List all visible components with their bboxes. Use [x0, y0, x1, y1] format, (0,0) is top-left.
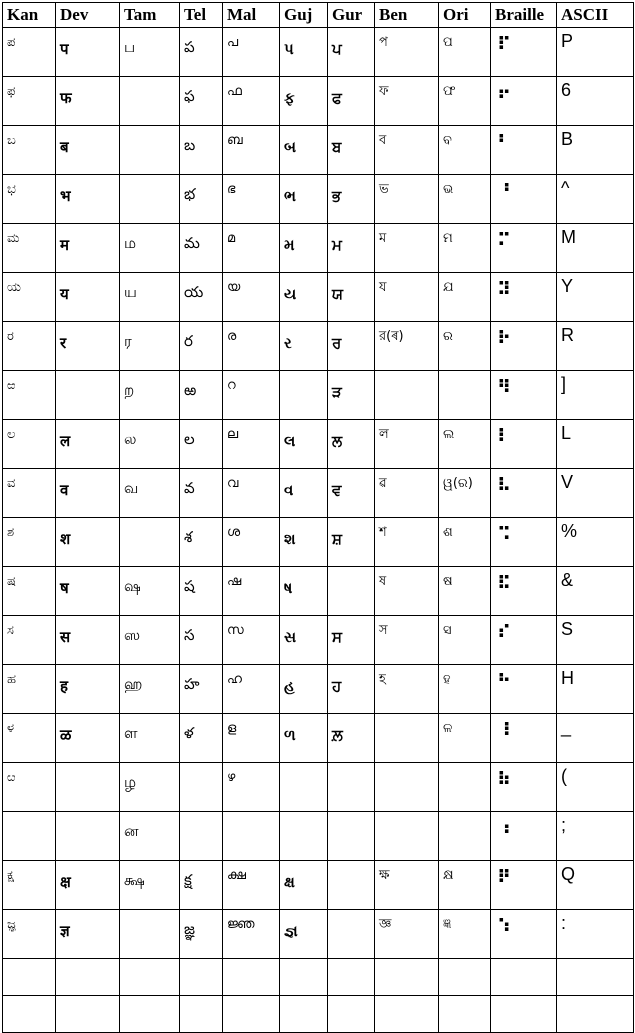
cell-kan: ಬ: [3, 126, 56, 175]
cell-ascii: _: [557, 714, 634, 763]
cell-kan: ಜ್ಞ: [3, 910, 56, 959]
cell-ascii: [557, 996, 634, 1033]
table-row: [3, 28, 634, 77]
cell-ascii: Y: [557, 273, 634, 322]
cell-kan: [3, 812, 56, 861]
table-row: [3, 959, 634, 996]
column-header-gur: Gur: [328, 3, 375, 28]
cell-ben: স: [375, 616, 439, 665]
cell-tel: ళ: [180, 714, 223, 763]
cell-mal: ല: [223, 420, 280, 469]
cell-ascii: L: [557, 420, 634, 469]
column-header-kan: Kan: [3, 3, 56, 28]
cell-ben: [375, 763, 439, 812]
cell-dev: ज्ञ: [56, 910, 120, 959]
cell-guj: ય: [280, 273, 328, 322]
table-row: [3, 126, 634, 175]
cell-ori: ଯ: [439, 273, 491, 322]
cell-guj: પ: [280, 28, 328, 77]
cell-ascii: B: [557, 126, 634, 175]
cell-tam: [120, 77, 180, 126]
cell-ben: [375, 812, 439, 861]
cell-tel: క్ష: [180, 861, 223, 910]
cell-tam: ஸ: [120, 616, 180, 665]
column-header-ascii: ASCII: [557, 3, 634, 28]
cell-ori: ପ: [439, 28, 491, 77]
cell-kan: ಹ: [3, 665, 56, 714]
cell-ori: ଷ: [439, 567, 491, 616]
column-header-tel: Tel: [180, 3, 223, 28]
column-header-mal: Mal: [223, 3, 280, 28]
cell-ben: [375, 996, 439, 1033]
cell-kan: ರ: [3, 322, 56, 371]
cell-mal: ജ്ഞ: [223, 910, 280, 959]
cell-guj: [280, 959, 328, 996]
cell-kan: ವ: [3, 469, 56, 518]
cell-kan: ಮ: [3, 224, 56, 273]
cell-tel: స: [180, 616, 223, 665]
cell-ascii: ]: [557, 371, 634, 420]
cell-tam: ன: [120, 812, 180, 861]
cell-mal: ഴ: [223, 763, 280, 812]
cell-gur: [328, 910, 375, 959]
cell-braille: ⠟: [491, 861, 557, 910]
column-header-tam: Tam: [120, 3, 180, 28]
cell-mal: ഭ: [223, 175, 280, 224]
cell-gur: ਫ: [328, 77, 375, 126]
cell-dev: भ: [56, 175, 120, 224]
cell-ori: ଳ: [439, 714, 491, 763]
cell-ori: [439, 959, 491, 996]
cell-guj: [280, 371, 328, 420]
cell-tam: ற: [120, 371, 180, 420]
cell-guj: ફ: [280, 77, 328, 126]
cell-guj: વ: [280, 469, 328, 518]
cell-kan: [3, 996, 56, 1033]
cell-tel: ప: [180, 28, 223, 77]
cell-ascii: P: [557, 28, 634, 77]
cell-tam: ள: [120, 714, 180, 763]
cell-mal: പ: [223, 28, 280, 77]
cell-gur: ਬ: [328, 126, 375, 175]
cell-kan: ಕ್ಷ: [3, 861, 56, 910]
cell-braille: ⠍: [491, 224, 557, 273]
cell-tel: ల: [180, 420, 223, 469]
cell-braille: ⠱: [491, 910, 557, 959]
cell-dev: ल: [56, 420, 120, 469]
cell-ori: ଭ: [439, 175, 491, 224]
cell-ascii: 6: [557, 77, 634, 126]
table-row: [3, 420, 634, 469]
table-row: [3, 567, 634, 616]
cell-kan: ಯ: [3, 273, 56, 322]
cell-guj: મ: [280, 224, 328, 273]
cell-ben: [375, 959, 439, 996]
cell-guj: [280, 996, 328, 1033]
cell-gur: ੜ: [328, 371, 375, 420]
cell-braille: ⠰: [491, 812, 557, 861]
table-row: [3, 322, 634, 371]
cell-mal: മ: [223, 224, 280, 273]
cell-tel: ఫ: [180, 77, 223, 126]
cell-braille: ⠧: [491, 469, 557, 518]
table-row: [3, 224, 634, 273]
cell-dev: [56, 959, 120, 996]
cell-ascii: H: [557, 665, 634, 714]
cell-ori: ଫ: [439, 77, 491, 126]
cell-ben: ফ: [375, 77, 439, 126]
cell-gur: ਯ: [328, 273, 375, 322]
cell-mal: ര: [223, 322, 280, 371]
cell-ori: [439, 763, 491, 812]
cell-gur: [328, 567, 375, 616]
cell-kan: ೞ: [3, 763, 56, 812]
table-row: [3, 996, 634, 1033]
cell-tel: వ: [180, 469, 223, 518]
cell-ascii: Q: [557, 861, 634, 910]
cell-gur: [328, 763, 375, 812]
cell-ori: ର: [439, 322, 491, 371]
table-row: [3, 861, 634, 910]
cell-dev: प: [56, 28, 120, 77]
cell-ben: ব: [375, 126, 439, 175]
cell-braille: ⠯: [491, 567, 557, 616]
cell-gur: ਲ਼: [328, 714, 375, 763]
cell-mal: [223, 996, 280, 1033]
cell-ben: জ্ঞ: [375, 910, 439, 959]
cell-ascii: M: [557, 224, 634, 273]
cell-ben: ৱ: [375, 469, 439, 518]
cell-tel: జ్ఞ: [180, 910, 223, 959]
header-row: [3, 3, 634, 28]
cell-ascii: ^: [557, 175, 634, 224]
cell-kan: ಳ: [3, 714, 56, 763]
cell-kan: ಲ: [3, 420, 56, 469]
cell-braille: ⠏: [491, 28, 557, 77]
cell-gur: ਸ: [328, 616, 375, 665]
cell-dev: [56, 763, 120, 812]
cell-braille: ⠗: [491, 322, 557, 371]
cell-dev: [56, 371, 120, 420]
cell-mal: യ: [223, 273, 280, 322]
cell-ben: ভ: [375, 175, 439, 224]
cell-ori: [439, 996, 491, 1033]
cell-gur: ਵ: [328, 469, 375, 518]
cell-mal: സ: [223, 616, 280, 665]
cell-tam: ஹ: [120, 665, 180, 714]
cell-tel: ష: [180, 567, 223, 616]
column-header-braille: Braille: [491, 3, 557, 28]
cell-ascii: R: [557, 322, 634, 371]
cell-ascii: %: [557, 518, 634, 567]
cell-mal: [223, 812, 280, 861]
cell-dev: य: [56, 273, 120, 322]
table-row: [3, 77, 634, 126]
cell-gur: ਸ਼: [328, 518, 375, 567]
cell-ben: ক্ষ: [375, 861, 439, 910]
cell-tel: [180, 959, 223, 996]
cell-braille: ⠃: [491, 126, 557, 175]
table-row: [3, 665, 634, 714]
cell-ori: ମ: [439, 224, 491, 273]
cell-tam: [120, 175, 180, 224]
cell-tam: ர: [120, 322, 180, 371]
cell-kan: ಫ: [3, 77, 56, 126]
cell-gur: [328, 959, 375, 996]
column-header-dev: Dev: [56, 3, 120, 28]
cell-tam: [120, 518, 180, 567]
cell-ben: [375, 714, 439, 763]
cell-tel: [180, 812, 223, 861]
cell-braille: ⠩: [491, 518, 557, 567]
cell-kan: [3, 959, 56, 996]
cell-tam: [120, 996, 180, 1033]
cell-ascii: [557, 959, 634, 996]
cell-tam: ல: [120, 420, 180, 469]
cell-tam: வ: [120, 469, 180, 518]
cell-guj: ષ: [280, 567, 328, 616]
column-header-ben: Ben: [375, 3, 439, 28]
cell-mal: [223, 959, 280, 996]
table-row: [3, 273, 634, 322]
cell-tam: [120, 910, 180, 959]
table-row: [3, 469, 634, 518]
cell-dev: ळ: [56, 714, 120, 763]
table-row: [3, 763, 634, 812]
cell-guj: હ: [280, 665, 328, 714]
table-body: [3, 28, 634, 1033]
cell-braille: ⠽: [491, 273, 557, 322]
table-row: [3, 616, 634, 665]
cell-ori: ଲ: [439, 420, 491, 469]
cell-ori: ବ: [439, 126, 491, 175]
cell-dev: ह: [56, 665, 120, 714]
cell-dev: [56, 996, 120, 1033]
cell-tam: [120, 959, 180, 996]
cell-guj: ક્ષ: [280, 861, 328, 910]
cell-ascii: :: [557, 910, 634, 959]
cell-ascii: (: [557, 763, 634, 812]
cell-ben: হ: [375, 665, 439, 714]
cell-tam: ம: [120, 224, 180, 273]
cell-ori: [439, 812, 491, 861]
cell-braille: [491, 959, 557, 996]
cell-ben: শ: [375, 518, 439, 567]
cell-mal: വ: [223, 469, 280, 518]
cell-kan: ಱ: [3, 371, 56, 420]
cell-tam: க்ஷ: [120, 861, 180, 910]
cell-guj: ભ: [280, 175, 328, 224]
cell-mal: ഹ: [223, 665, 280, 714]
cell-ori: କ୍ଷ: [439, 861, 491, 910]
script-comparison-table: [2, 2, 634, 1033]
table-row: [3, 910, 634, 959]
cell-ben: ল: [375, 420, 439, 469]
cell-tel: మ: [180, 224, 223, 273]
cell-ben: প: [375, 28, 439, 77]
cell-ascii: V: [557, 469, 634, 518]
cell-braille: ⠓: [491, 665, 557, 714]
cell-kan: ಸ: [3, 616, 56, 665]
cell-dev: श: [56, 518, 120, 567]
cell-gur: [328, 812, 375, 861]
cell-kan: ಪ: [3, 28, 56, 77]
cell-mal: ക്ഷ: [223, 861, 280, 910]
cell-ori: [439, 371, 491, 420]
cell-guj: બ: [280, 126, 328, 175]
cell-ben: ষ: [375, 567, 439, 616]
cell-gur: ਰ: [328, 322, 375, 371]
cell-dev: र: [56, 322, 120, 371]
cell-tel: ఱ: [180, 371, 223, 420]
cell-mal: ശ: [223, 518, 280, 567]
cell-tel: బ: [180, 126, 223, 175]
cell-dev: फ: [56, 77, 120, 126]
cell-dev: ष: [56, 567, 120, 616]
cell-ben: র(ৰ): [375, 322, 439, 371]
cell-mal: റ: [223, 371, 280, 420]
cell-guj: [280, 763, 328, 812]
cell-mal: ഫ: [223, 77, 280, 126]
table-row: [3, 518, 634, 567]
cell-tel: [180, 763, 223, 812]
cell-tam: ப: [120, 28, 180, 77]
cell-braille: ⠖: [491, 77, 557, 126]
cell-tel: భ: [180, 175, 223, 224]
cell-braille: ⠇: [491, 420, 557, 469]
cell-guj: લ: [280, 420, 328, 469]
cell-tam: [120, 126, 180, 175]
cell-ori: ହ: [439, 665, 491, 714]
cell-tel: [180, 996, 223, 1033]
cell-mal: ഷ: [223, 567, 280, 616]
cell-braille: ⠎: [491, 616, 557, 665]
cell-braille: ⠻: [491, 371, 557, 420]
table-row: [3, 175, 634, 224]
cell-braille: ⠷: [491, 763, 557, 812]
cell-dev: म: [56, 224, 120, 273]
column-header-ori: Ori: [439, 3, 491, 28]
cell-dev: ब: [56, 126, 120, 175]
cell-kan: ಷ: [3, 567, 56, 616]
cell-mal: ള: [223, 714, 280, 763]
cell-gur: [328, 861, 375, 910]
cell-ori: ସ: [439, 616, 491, 665]
cell-guj: ર: [280, 322, 328, 371]
cell-guj: [280, 812, 328, 861]
cell-ori: ୱ(ର): [439, 469, 491, 518]
cell-guj: શ: [280, 518, 328, 567]
cell-gur: ਪ: [328, 28, 375, 77]
cell-mal: ബ: [223, 126, 280, 175]
cell-tel: ర: [180, 322, 223, 371]
column-header-guj: Guj: [280, 3, 328, 28]
cell-guj: ળ: [280, 714, 328, 763]
cell-guj: જ્ઞ: [280, 910, 328, 959]
cell-tel: శ: [180, 518, 223, 567]
cell-braille: [491, 996, 557, 1033]
cell-kan: ಶ: [3, 518, 56, 567]
cell-ben: য: [375, 273, 439, 322]
cell-ben: [375, 371, 439, 420]
cell-braille: ⠘: [491, 175, 557, 224]
cell-tam: ஷ: [120, 567, 180, 616]
table-row: [3, 371, 634, 420]
cell-ori: ଜ୍ଞ: [439, 910, 491, 959]
cell-tel: య: [180, 273, 223, 322]
cell-gur: ਭ: [328, 175, 375, 224]
cell-gur: ਮ: [328, 224, 375, 273]
cell-gur: ਹ: [328, 665, 375, 714]
cell-kan: ಭ: [3, 175, 56, 224]
cell-guj: સ: [280, 616, 328, 665]
cell-dev: क्ष: [56, 861, 120, 910]
cell-ascii: &: [557, 567, 634, 616]
cell-tam: ய: [120, 273, 180, 322]
cell-gur: ਲ: [328, 420, 375, 469]
cell-ascii: ;: [557, 812, 634, 861]
cell-tam: ழ: [120, 763, 180, 812]
cell-dev: स: [56, 616, 120, 665]
cell-ascii: S: [557, 616, 634, 665]
table-row: [3, 812, 634, 861]
cell-gur: [328, 996, 375, 1033]
cell-tel: హ: [180, 665, 223, 714]
cell-dev: [56, 812, 120, 861]
cell-braille: ⠸: [491, 714, 557, 763]
cell-ori: ଶ: [439, 518, 491, 567]
cell-ben: ম: [375, 224, 439, 273]
cell-dev: व: [56, 469, 120, 518]
table-row: [3, 714, 634, 763]
